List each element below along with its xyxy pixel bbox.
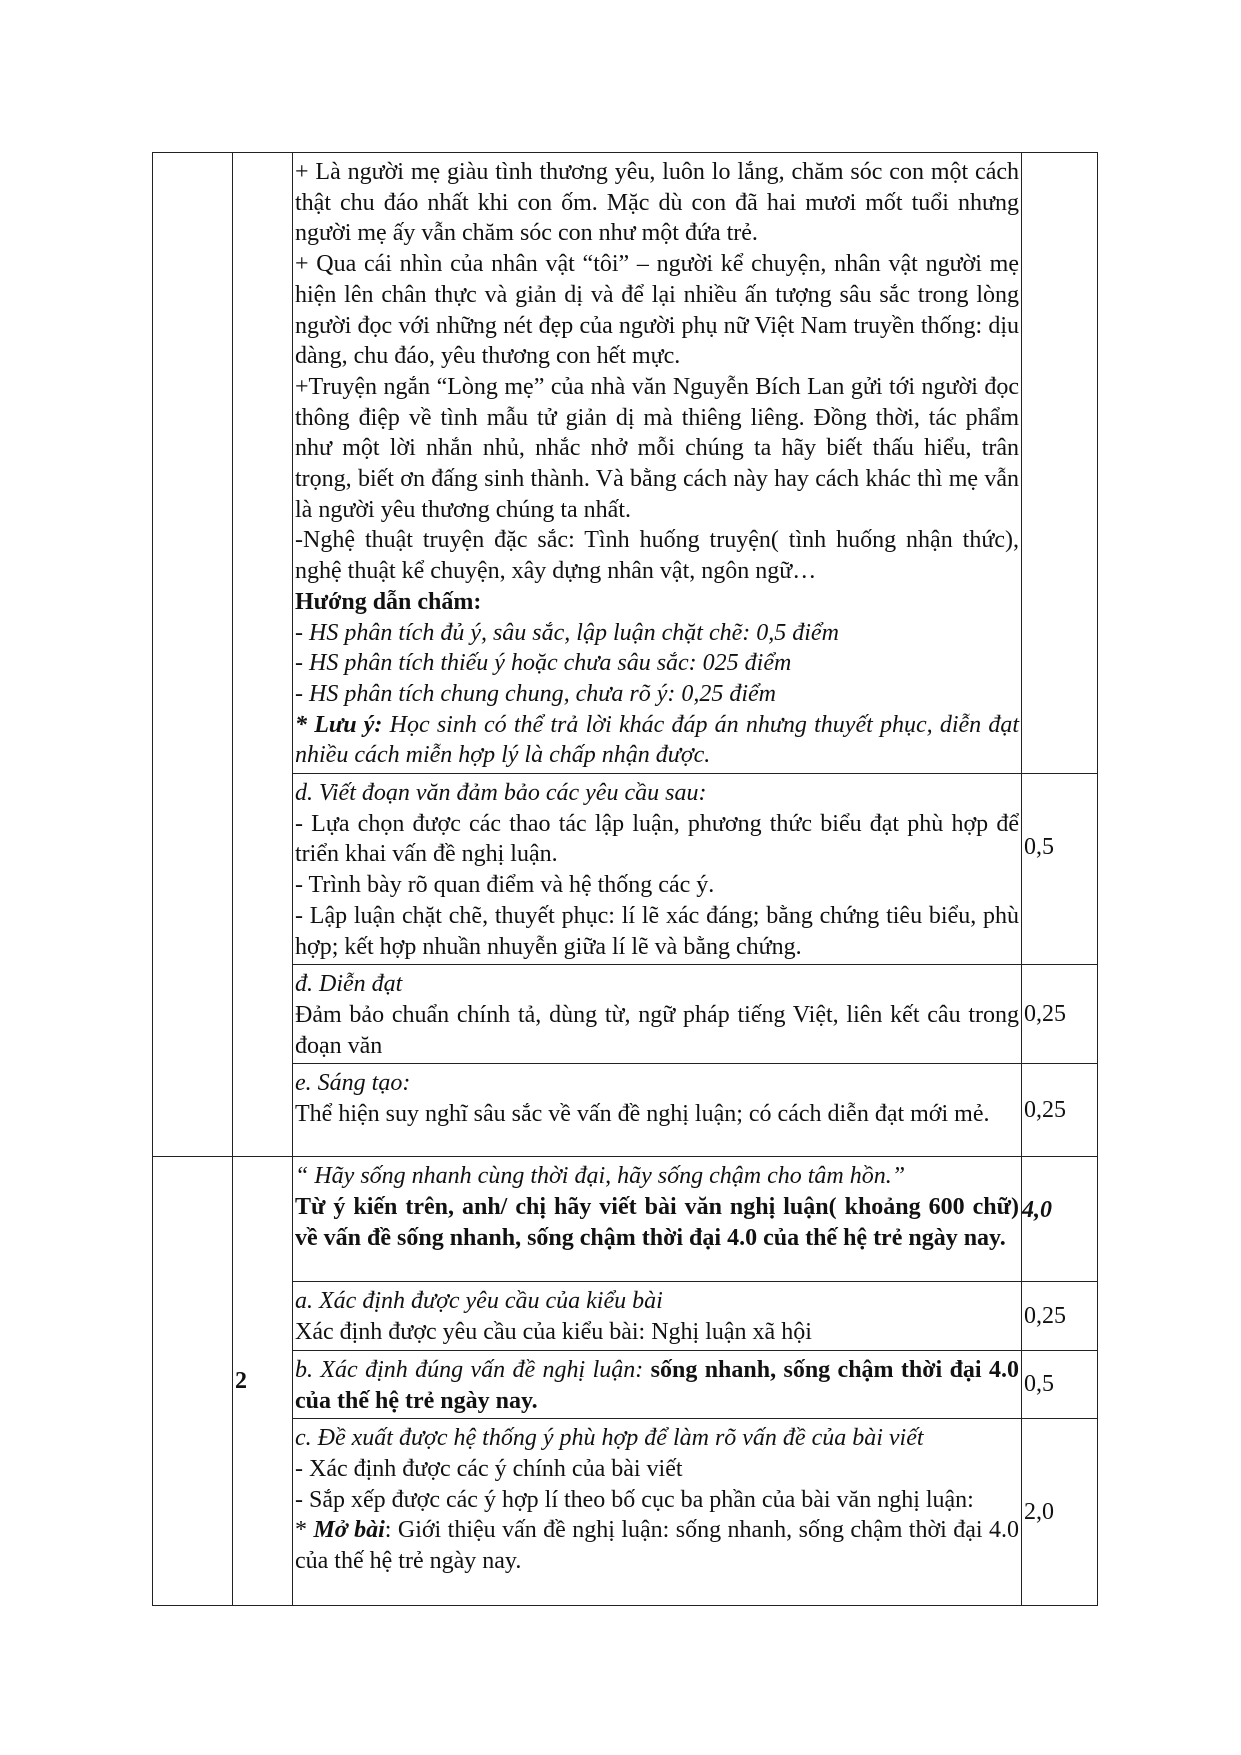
content-line: + Là người mẹ giàu tình thương yêu, luôn lo lắng, chăm sóc con một cách thật chu đáo nhất khi con ốm. Mặc dù con đã hai mươi mốt tuổi nhưng người mẹ ấy vẫn chăm sóc con như một đứa trẻ. <box>295 159 1019 247</box>
score-cell: 0,25 <box>1022 965 1098 1064</box>
part-cell <box>153 1157 233 1606</box>
question-cell <box>233 153 293 1157</box>
content-cell <box>293 965 1022 1064</box>
content-line: + Qua cái nhìn của nhân vật “tôi” – người kể chuyện, nhân vật người mẹ hiện lên chân thực và giản dị và để lại nhiều ấn tượng sâu sắc trong lòng người đọc với những nét đẹp của người phụ nữ Việt Nam truyền thống: dịu dàng, chu đáo, yêu thương con hết mực. <box>295 251 1019 370</box>
table-row <box>153 1157 1098 1282</box>
criterion-title: e. Sáng tạo: <box>295 1070 411 1097</box>
table-row <box>153 1350 1098 1418</box>
content-line: - Xác định được các ý chính của bài viết <box>295 1455 683 1482</box>
score-cell: 0,25 <box>1022 1282 1098 1350</box>
grading-table <box>152 152 1098 1606</box>
content-cell <box>293 153 1022 774</box>
note <box>295 710 1019 771</box>
content-line: - Sắp xếp được các ý hợp lí theo bố cục ba phần của bài văn nghị luận: <box>295 1486 974 1513</box>
criterion-title: đ. Diễn đạt <box>295 971 403 998</box>
score-cell: 4,0 <box>1022 1157 1098 1282</box>
content-line: - Lựa chọn được các thao tác lập luận, phương thức biểu đạt phù hợp để triển khai vấn đề nghị luận. <box>295 810 1019 868</box>
table-row <box>153 153 1098 774</box>
content-cell <box>293 1350 1022 1418</box>
table-row <box>153 1064 1098 1157</box>
content-line: -Nghệ thuật truyện đặc sắc: Tình huống truyện( tình huống nhận thức), nghệ thuật kể chuyện, xây dựng nhân vật, ngôn ngữ… <box>295 527 1019 585</box>
criterion-title: b. Xác định đúng vấn đề nghị luận: <box>295 1356 651 1383</box>
intro-text: : Giới thiệu vấn đề nghị luận: sống nhanh, sống chậm thời đại 4.0 của thế hệ trẻ ngày nay. <box>295 1517 1020 1575</box>
content-line: - Lập luận chặt chẽ, thuyết phục: lí lẽ xác đáng; bằng chứng tiêu biểu, phù hợp; kết hợp nhuần nhuyễn giữa lí lẽ và bằng chứng. <box>295 902 1019 960</box>
guide-item: - HS phân tích chung chung, chưa rõ ý: 0,25 điểm <box>295 680 776 707</box>
content-line: Đảm bảo chuẩn chính tả, dùng từ, ngữ pháp tiếng Việt, liên kết câu trong đoạn văn <box>295 1001 1019 1059</box>
content-cell <box>293 1157 1022 1282</box>
score-cell <box>1022 153 1098 774</box>
intro-line: * Mở bài: Giới thiệu vấn đề nghị luận: sống nhanh, sống chậm thời đại 4.0 của thế hệ trẻ ngày nay. <box>295 1517 1020 1575</box>
content-line: +Truyện ngắn “Lòng mẹ” của nhà văn Nguyễn Bích Lan gửi tới người đọc thông điệp về tình mẫu tử giản dị mà thiêng liêng. Đồng thời, tác phẩm như một lời nhắn nhủ, nhắc nhở mỗi chúng ta hãy biết thấu hiểu, trân trọng, biết ơn đấng sinh thành. Và bằng cách này hay cách khác thì mẹ vẫn là người yêu thương chúng ta nhất. <box>295 373 1019 523</box>
issue-text: sống nhanh, sống chậm thời đại 4.0 của thế hệ trẻ ngày nay. <box>295 1356 1019 1414</box>
intro-label: Mở bài <box>313 1517 385 1544</box>
criterion-title: d. Viết đoạn văn đảm bảo các yêu cầu sau: <box>295 780 707 807</box>
criterion-title: a. Xác định được yêu cầu của kiểu bài <box>295 1288 663 1315</box>
criterion-title: c. Đề xuất được hệ thống ý phù hợp để làm rõ vấn đề của bài viết <box>295 1425 924 1452</box>
content-cell <box>293 1064 1022 1157</box>
note-label: * Lưu ý: <box>295 711 383 738</box>
table-row <box>153 1282 1098 1350</box>
score-cell: 0,5 <box>1022 774 1098 965</box>
quote: “ Hãy sống nhanh cùng thời đại, hãy sống chậm cho tâm hồn.” <box>295 1163 906 1190</box>
content-cell <box>293 1282 1022 1350</box>
content-cell <box>293 1419 1022 1606</box>
content-line: Xác định được yêu cầu của kiểu bài: Nghị luận xã hội <box>295 1319 812 1346</box>
guide-item: - HS phân tích thiếu ý hoặc chưa sâu sắc: 025 điểm <box>295 650 792 677</box>
guide-title: Hướng dẫn chấm: <box>295 588 482 615</box>
guide-item: - HS phân tích đủ ý, sâu sắc, lập luận chặt chẽ: 0,5 điểm <box>295 619 839 646</box>
content-line: Thể hiện suy nghĩ sâu sắc về vấn đề nghị luận; có cách diễn đạt mới mẻ. <box>295 1101 990 1128</box>
table-row <box>153 1419 1098 1606</box>
score-cell: 0,5 <box>1022 1350 1098 1418</box>
question-number: 2 <box>233 1157 293 1606</box>
part-cell <box>153 153 233 1157</box>
prompt: Từ ý kiến trên, anh/ chị hãy viết bài văn nghị luận( khoảng 600 chữ) về vấn đề sống nhanh, sống chậm thời đại 4.0 của thế hệ trẻ ngày nay. <box>295 1194 1019 1251</box>
content-line: - Trình bày rõ quan điểm và hệ thống các ý. <box>295 872 715 899</box>
table-row <box>153 965 1098 1064</box>
score-cell: 2,0 <box>1022 1419 1098 1606</box>
note-text: Học sinh có thể trả lời khác đáp án nhưng thuyết phục, diễn đạt nhiều cách miễn hợp lý là chấp nhận được. <box>295 711 1020 769</box>
content-cell <box>293 774 1022 965</box>
table-row <box>153 774 1098 965</box>
score-cell: 0,25 <box>1022 1064 1098 1157</box>
